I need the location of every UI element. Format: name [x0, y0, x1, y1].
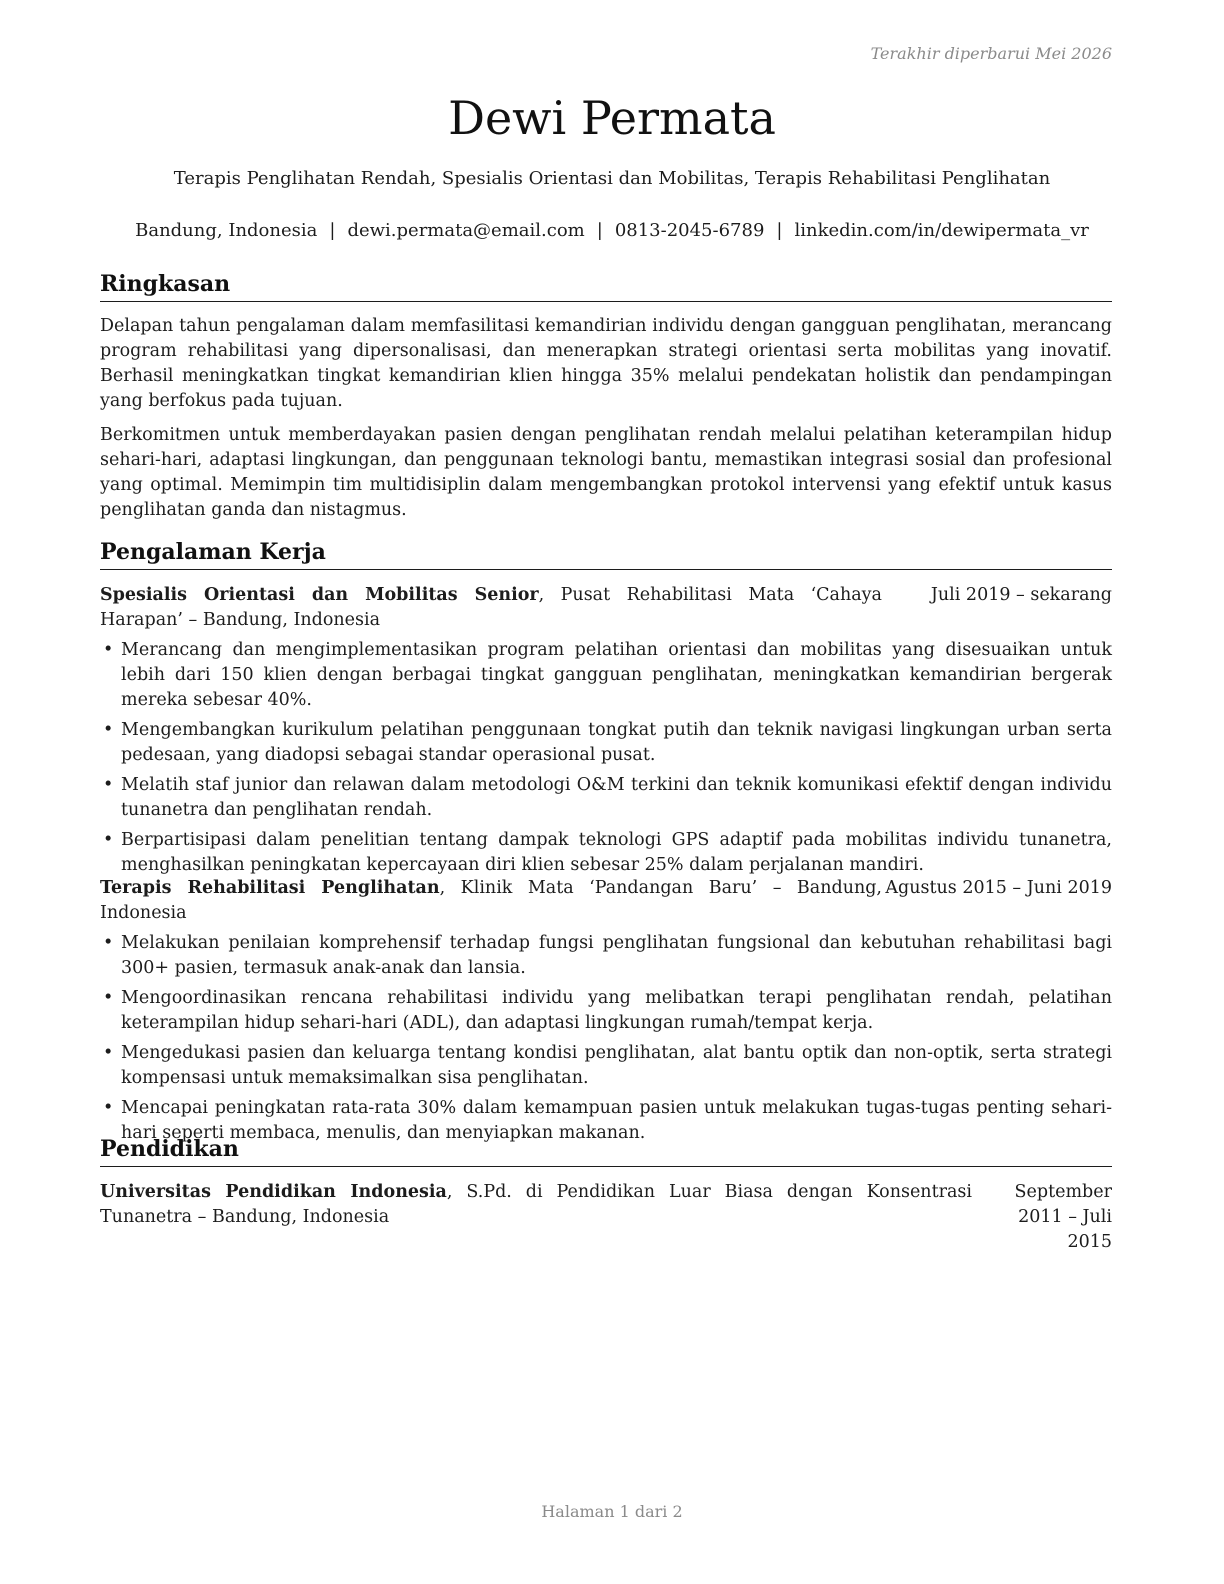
job-entry [100, 876, 1112, 1151]
contact-line [0, 219, 1224, 243]
contact-separator: | [776, 220, 783, 241]
job-header [100, 583, 1112, 633]
job-bullet: • Mengedukasi pasien dan keluarga tentang kondisi penglihatan, alat bantu optik dan non-optik, serta strategi kompensasi untuk memaksimalkan sisa penglihatan. [100, 1041, 1112, 1091]
education-dates: September 2011 – Juli 2015 [1014, 1182, 1112, 1252]
job-title: Spesialis Orientasi dan Mobilitas Senior [100, 585, 539, 605]
contact-phone: 0813-2045-6789 [614, 220, 765, 241]
last-updated-note: Terakhir diperbarui Mei 2026 [870, 44, 1112, 63]
job-header [100, 876, 1112, 926]
person-name: Dewi Permata [448, 91, 776, 145]
education-entry [100, 1180, 1112, 1252]
job-bullet: • Mengoordinasikan rencana rehabilitasi individu yang melibatkan terapi penglihatan rendah, pelatihan keterampilan hidup sehari-hari (ADL), dan adaptasi lingkungan rumah/tempat kerja. [100, 986, 1112, 1036]
education-school: Universitas Pendidikan Indonesia [100, 1182, 447, 1202]
job-bullet: • Mencapai peningkatan rata-rata 30% dalam kemampuan pasien untuk melakukan tugas-tugas penting sehari-hari seperti membaca, menulis, dan menyiapkan makanan. [100, 1096, 1112, 1146]
job-bullet: • Melakukan penilaian komprehensif terhadap fungsi penglihatan fungsional dan kebutuhan rehabilitasi bagi 300+ pasien, termasuk anak-anak dan lansia. [100, 931, 1112, 981]
job-organization: , Klinik Mata ‘Pandangan Baru’ – Bandung, Indonesia [100, 878, 882, 923]
contact-email-link[interactable]: dewi.permata@email.com [347, 220, 585, 241]
job-bullet: • Mengembangkan kurikulum pelatihan penggunaan tongkat putih dan teknik navigasi lingkungan urban serta pedesaan, yang diadopsi sebagai standar operasional pusat. [100, 718, 1112, 768]
contact-separator: | [329, 220, 336, 241]
education-degree: , S.Pd. di Pendidikan Luar Biasa dengan Konsentrasi Tunanetra – Bandung, Indonesia [100, 1182, 972, 1227]
job-bullet-list [100, 931, 1112, 1146]
job-bullet: • Berpartisipasi dalam penelitian tentang dampak teknologi GPS adaptif pada mobilitas individu tunanetra, menghasilkan peningkatan kepercayaan diri klien sebesar 25% dalam perjalanan mandiri. [100, 828, 1112, 878]
summary-section [100, 314, 1112, 523]
education-header [100, 1180, 1112, 1252]
contact-linkedin-link[interactable]: linkedin.com/in/dewipermata_vr [794, 220, 1089, 241]
professional-titles: Terapis Penglihatan Rendah, Spesialis Orientasi dan Mobilitas, Terapis Rehabilitasi Penglihatan [173, 168, 1051, 189]
summary-paragraph: Delapan tahun pengalaman dalam memfasilitasi kemandirian individu dengan gangguan penglihatan, merancang program rehabilitasi yang dipersonalisasi, dan menerapkan strategi orientasi serta mobilitas yang inovatif. Berhasil meningkatkan tingkat kemandirian klien hingga 35% melalui pendekatan holistik dan pendampingan yang berfokus pada tujuan. [100, 316, 1112, 411]
contact-location: Bandung, Indonesia [135, 220, 318, 241]
job-dates: Agustus 2015 – Juni 2019 [885, 878, 1112, 898]
summary-paragraph: Berkomitmen untuk memberdayakan pasien dengan penglihatan rendah melalui pelatihan keterampilan hidup sehari-hari, adaptasi lingkungan, dan penggunaan teknologi bantu, memastikan integrasi sosial dan profesional yang optimal. Memimpin tim multidisiplin dalam mengembangkan protokol intervensi yang efektif untuk kasus penglihatan ganda dan nistagmus. [100, 425, 1112, 520]
job-dates: Juli 2019 – sekarang [930, 585, 1112, 605]
section-heading-experience: Pengalaman Kerja [100, 535, 1112, 570]
section-heading-education: Pendidikan [100, 1132, 1112, 1167]
job-bullet: • Merancang dan mengimplementasikan program pelatihan orientasi dan mobilitas yang disesuaikan untuk lebih dari 150 klien dengan berbagai tingkat gangguan penglihatan, meningkatkan kemandirian bergerak mereka sebesar 40%. [100, 638, 1112, 713]
job-bullet-list [100, 638, 1112, 878]
section-heading-summary: Ringkasan [100, 267, 1112, 302]
job-organization: , Pusat Rehabilitasi Mata ‘Cahaya Harapan’ – Bandung, Indonesia [100, 585, 882, 630]
contact-separator: | [596, 220, 603, 241]
job-title: Terapis Rehabilitasi Penglihatan [100, 878, 440, 898]
job-bullet: • Melatih staf junior dan relawan dalam metodologi O&M terkini dan teknik komunikasi efektif dengan individu tunanetra dan penglihatan rendah. [100, 773, 1112, 823]
page-number: Halaman 1 dari 2 [541, 1502, 683, 1521]
job-entry [100, 583, 1112, 883]
